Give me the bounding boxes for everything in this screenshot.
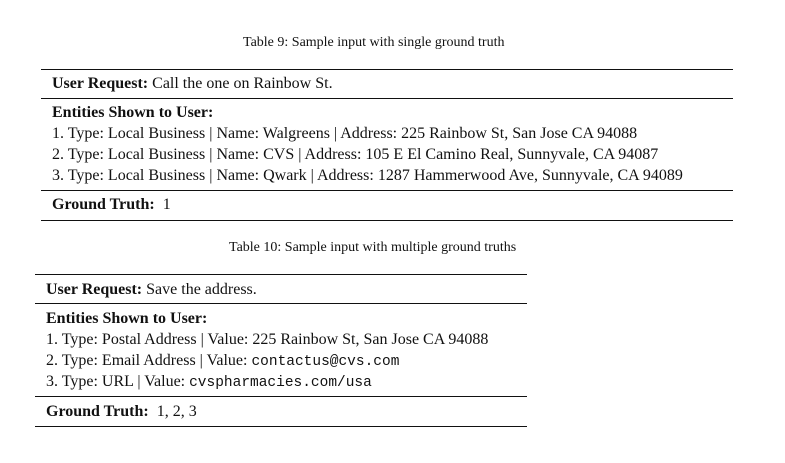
table-9-request-row xyxy=(52,73,733,94)
table-10-bottom-rule xyxy=(35,426,527,427)
table-10-entity-3 xyxy=(46,371,527,394)
table-9 xyxy=(41,69,733,221)
table-9-entity-1: 1. Type: Local Business | Name: Walgreens | Address: 225 Rainbow St, San Jose CA 94088 xyxy=(52,125,638,142)
truth-value: 1, 2, 3 xyxy=(156,403,197,420)
table-9-caption: Table 9: Sample input with single ground truth xyxy=(243,35,505,50)
table-9-entities-label: Entities Shown to User: xyxy=(52,104,214,121)
table-9-top-rule xyxy=(41,69,733,70)
request-label: User Request: xyxy=(46,281,143,298)
request-value: Call the one on Rainbow St. xyxy=(152,75,333,92)
truth-label: Ground Truth: xyxy=(46,403,149,420)
table-10-caption: Table 10: Sample input with multiple ground truths xyxy=(229,240,517,255)
table-10-entities-label: Entities Shown to User: xyxy=(46,310,208,327)
table-10-truth-row xyxy=(46,401,527,422)
entity-prefix: 2. Type: Email Address | Value: xyxy=(46,352,252,369)
table-9-entity-2: 2. Type: Local Business | Name: CVS | Address: 105 E El Camino Real, Sunnyvale, CA 94087 xyxy=(52,146,659,163)
table-9-bottom-rule xyxy=(41,220,733,221)
entity-value: cvspharmacies.com/usa xyxy=(189,375,372,391)
table-10-entity-2 xyxy=(46,350,527,373)
table-10 xyxy=(35,274,527,427)
entity-prefix: 3. Type: URL | Value: xyxy=(46,373,190,390)
truth-value: 1 xyxy=(162,196,171,213)
truth-label: Ground Truth: xyxy=(52,196,155,213)
entity-prefix: 1. Type: Postal Address | Value: xyxy=(46,331,253,348)
table-9-mid-rule-2 xyxy=(41,190,733,191)
entity-value: 225 Rainbow St, San Jose CA 94088 xyxy=(252,331,489,348)
table-10-top-rule xyxy=(35,274,527,275)
table-9-entity-3: 3. Type: Local Business | Name: Qwark | Address: 1287 Hammerwood Ave, Sunnyvale, CA 94089 xyxy=(52,167,683,184)
table-9-mid-rule-1 xyxy=(41,98,733,99)
table-9-truth-row xyxy=(52,194,733,215)
table-10-request-row xyxy=(46,279,527,300)
table-10-entity-1 xyxy=(46,329,527,350)
table-10-mid-rule-1 xyxy=(35,303,527,304)
table-10-mid-rule-2 xyxy=(35,396,527,397)
entity-value: contactus@cvs.com xyxy=(251,354,400,370)
request-label: User Request: xyxy=(52,75,149,92)
request-value: Save the address. xyxy=(146,281,257,298)
